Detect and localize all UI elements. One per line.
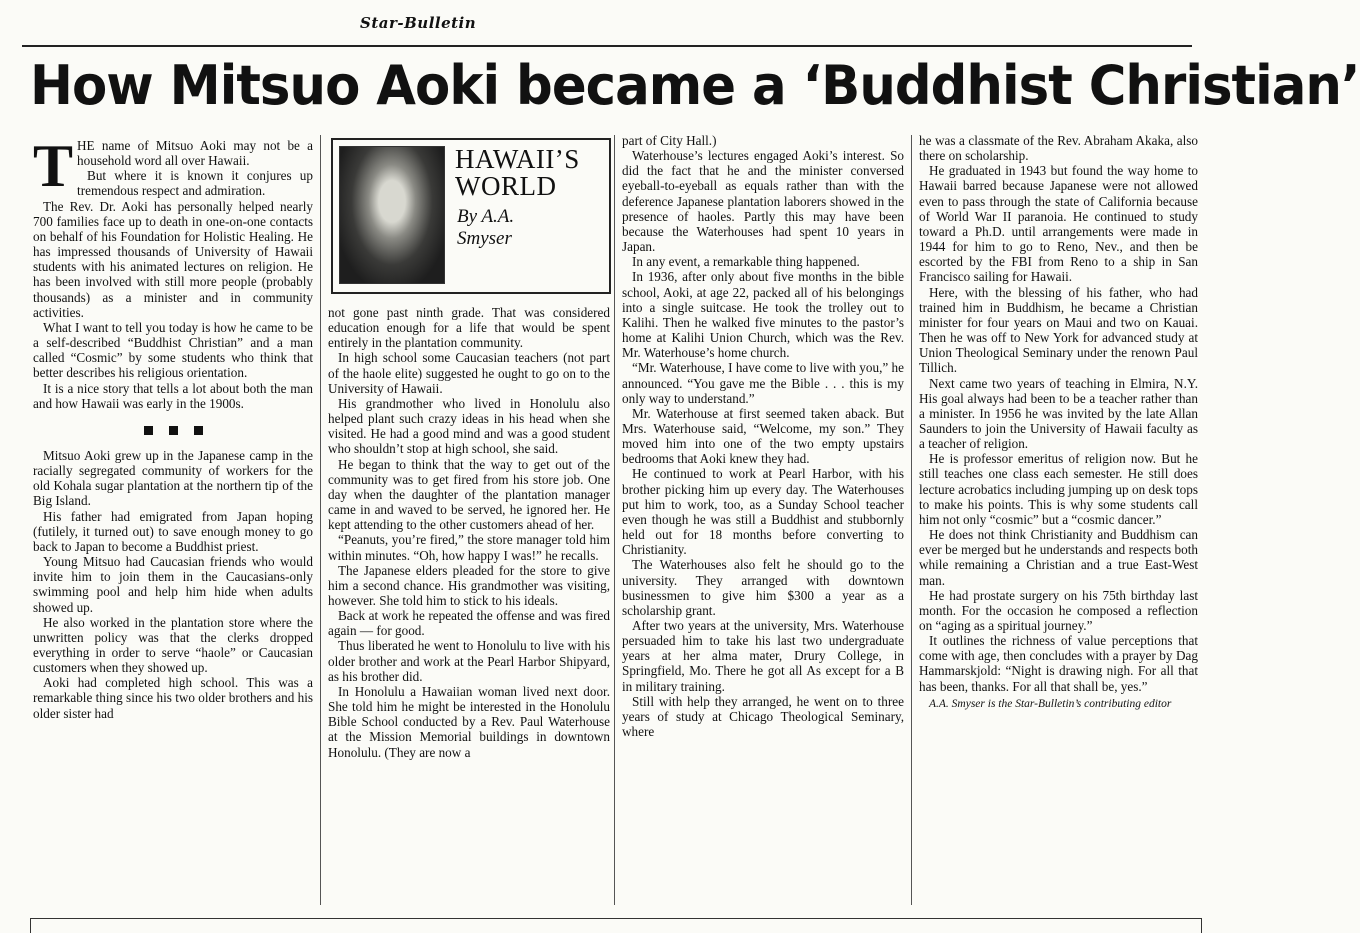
paragraph: He began to think that the way to get out of the community was to get fired from his store job. One day when the daughter of the plantation manager came in and waved to be served, he ignored her. He kept attending to the other customers ahead of her. [328,456,610,533]
paragraph: “Peanuts, you’re fired,” the store manager told him within minutes. “Oh, how happy I was!” he recalls. [328,532,610,563]
paragraph: not gone past ninth grade. That was considered education enough for a life that would be spent entirely in the plantation community. [328,305,610,351]
paragraph: He is professor emeritus of religion now. But he still teaches one class each semester. He still does lecture acrobatics including jumping up on desk tops to make his points. This is why some students call him not only “cosmic” but a “cosmic dancer.” [919,451,1198,527]
paragraph: Waterhouse’s lectures engaged Aoki’s interest. So did the fact that he and the minister conversed eyeball-to-eyeball as equals rather than with the deference Japanese plantation laborers showed in the presence of haoles. Partly this may have been because the Waterhouses had spent 10 years in Japan. [622,148,904,255]
paragraph: The Japanese elders pleaded for the store to give him a second chance. His grandmother was visiting, however. She told him to stick to his ideals. [328,562,610,608]
author-photo [339,146,445,284]
paragraph: Thus liberated he went to Honolulu to live with his older brother and work at the Pearl Harbor Shipyard, as his brother did. [328,638,610,684]
paragraph: The Rev. Dr. Aoki has personally helped nearly 700 families face up to death in one-on-one contacts on behalf of his Foundation for Holistic Healing. He has impressed thousands of University of Hawaii students with his animated lectures on religion. He has been involved with still more people (probably thousands) as a minister and in community activities. [33,198,313,320]
paragraph: Still with help they arranged, he went on to three years of study at Chicago Theological Seminary, where [622,693,904,740]
article-column-3 [622,133,904,739]
article-column-1 [33,133,313,721]
paragraph: He continued to work at Pearl Harbor, with his brother picking him up every day. The Waterhouses put him to work, too, as a Sunday School teacher even though he was still a Buddhist and stubbornly held out for 18 months before converting to Christianity. [622,466,904,558]
paragraph: It is a nice story that tells a lot about both the man and how Hawaii was early in the 1900s. [33,380,313,411]
paragraph: Here, with the blessing of his father, who had trained him in Buddhism, he became a Christian minister for four years on Maui and two on Kauai. Then he was off to New York for advanced study at Union Theological Seminary under the renown Paul Tillich. [919,284,1198,376]
paragraph: Aoki had completed high school. This was a remarkable thing since his two older brothers and his older sister had [33,675,313,721]
paragraph: “Mr. Waterhouse, I have come to live with you,” he announced. “You gave me the Bible . . . this is my only way to understand.” [622,360,904,406]
column-divider [911,135,912,905]
paragraph: But where it is known it conjures up tremendous respect and admiration. [77,168,313,199]
paragraph: HE name of Mitsuo Aoki may not be a household word all over Hawaii. [77,138,313,169]
headline: How Mitsuo Aoki became a ‘Buddhist Christian’ [30,54,1360,117]
paragraph: Mitsuo Aoki grew up in the Japanese camp in the racially segregated community of workers for the old Kohala sugar plantation at the northern tip of the Big Island. [33,447,313,509]
paragraph: After two years at the university, Mrs. Waterhouse persuaded him to take his last two undergraduate years at her alma mater, Drury College, in Springfield, Mo. There he got all As except for a B in military training. [622,618,904,694]
article-column-4 [919,133,1198,711]
column-divider [614,135,615,905]
author-credit: A.A. Smyser is the Star-Bulletin’s contributing editor [929,697,1172,710]
paragraph: His grandmother who lived in Honolulu also helped plant such crazy ideas in his head when she visited. He had a good mind and was a good student who shouldn’t stop at high school, she said. [328,395,610,457]
paragraph: He graduated in 1943 but found the way home to Hawaii barred because Japanese were not allowed even to pass through the state of California because of World War II paranoia. He continued to study toward a Ph.D. until arrangements were made in 1944 for him to go to Reno, Nev., and then be escorted by the FBI from Reno to a ship in San Francisco sailing for Hawaii. [919,163,1198,285]
paragraph: Mr. Waterhouse at first seemed taken aback. But Mrs. Waterhouse said, “Welcome, my son.” They moved him into one of the two empty upstairs bedrooms that Aoki knew they had. [622,405,904,467]
column-logo-box [331,138,611,294]
paragraph: He had prostate surgery on his 75th birthday last month. For the occasion he composed a reflection on “aging as a spiritual journey.” [919,587,1198,633]
paragraph: In high school some Caucasian teachers (not part of the haole elite) suggested he ought to go on to the University of Hawaii. [328,350,610,396]
paragraph: What I want to tell you today is how he came to be a self-described “Buddhist Christian” and a man called “Cosmic” by some students who think that better describes his religious orientation. [33,319,313,381]
column-divider [320,135,321,905]
column-byline: By A.A. Smyser [457,206,515,249]
bottom-border-box [30,918,1202,933]
paragraph: His father had emigrated from Japan hoping (futilely, it turned out) to save enough money to go back to Japan to become a Buddhist priest. [33,508,313,554]
paragraph: he was a classmate of the Rev. Abraham Akaka, also there on scholarship. [919,133,1198,164]
paragraph: It outlines the richness of value perceptions that come with age, then concludes with a prayer by Dag Hammarskjold: “Night is drawing nigh. For all that has been, thanks. For all that shall be, yes.” [919,633,1198,694]
paragraph: He also worked in the plantation store where the unwritten policy was that the clerks dropped everything in order to serve “haole” or Caucasian customers when they showed up. [33,614,313,676]
paragraph: Young Mitsuo had Caucasian friends who would invite him to join them in the Caucasians-only swimming pool and help him hide when adults showed up. [33,554,313,615]
drop-cap: T [33,133,74,199]
masthead-rule [22,45,1192,47]
paragraph: In 1936, after only about five months in the bible school, Aoki, at age 22, packed all of his belongings into a single suitcase. He took the trolley out to Kalihi. Then he walked five minutes to the pastor’s home at Kalihi Union Church, which was the Rev. Mr. Waterhouse’s home church. [622,269,904,361]
paragraph: He does not think Christianity and Buddhism can ever be merged but he understands and respects both while remaining a Christian and a true East-West man. [919,527,1198,588]
paragraph: In any event, a remarkable thing happened. [632,254,860,270]
paragraph: Back at work he repeated the offense and was fired again — for good. [328,608,610,639]
masthead: Star-Bulletin [360,14,477,32]
paragraph: Next came two years of teaching in Elmira, N.Y. His goal always had been to be a teacher rather than a minister. In 1956 he was invited by the late Allan Saunders to join the University of Hawaii faculty as a teacher of religion. [919,375,1198,452]
section-break-bullets [33,423,313,438]
article-column-2 [328,305,610,760]
paragraph: part of City Hall.) [622,133,717,148]
paragraph: In Honolulu a Hawaiian woman lived next door. She told him he might be interested in the Honolulu Bible School conducted by a Rev. Paul Waterhouse at the Mission Memorial buildings in downtown Honolulu. (They are now a [328,683,610,760]
paragraph: The Waterhouses also felt he should go to the university. They arranged with downtown businessmen to give him $300 a year as a scholarship grant. [622,557,904,618]
column-title: HAWAII’S WORLD [455,144,580,201]
